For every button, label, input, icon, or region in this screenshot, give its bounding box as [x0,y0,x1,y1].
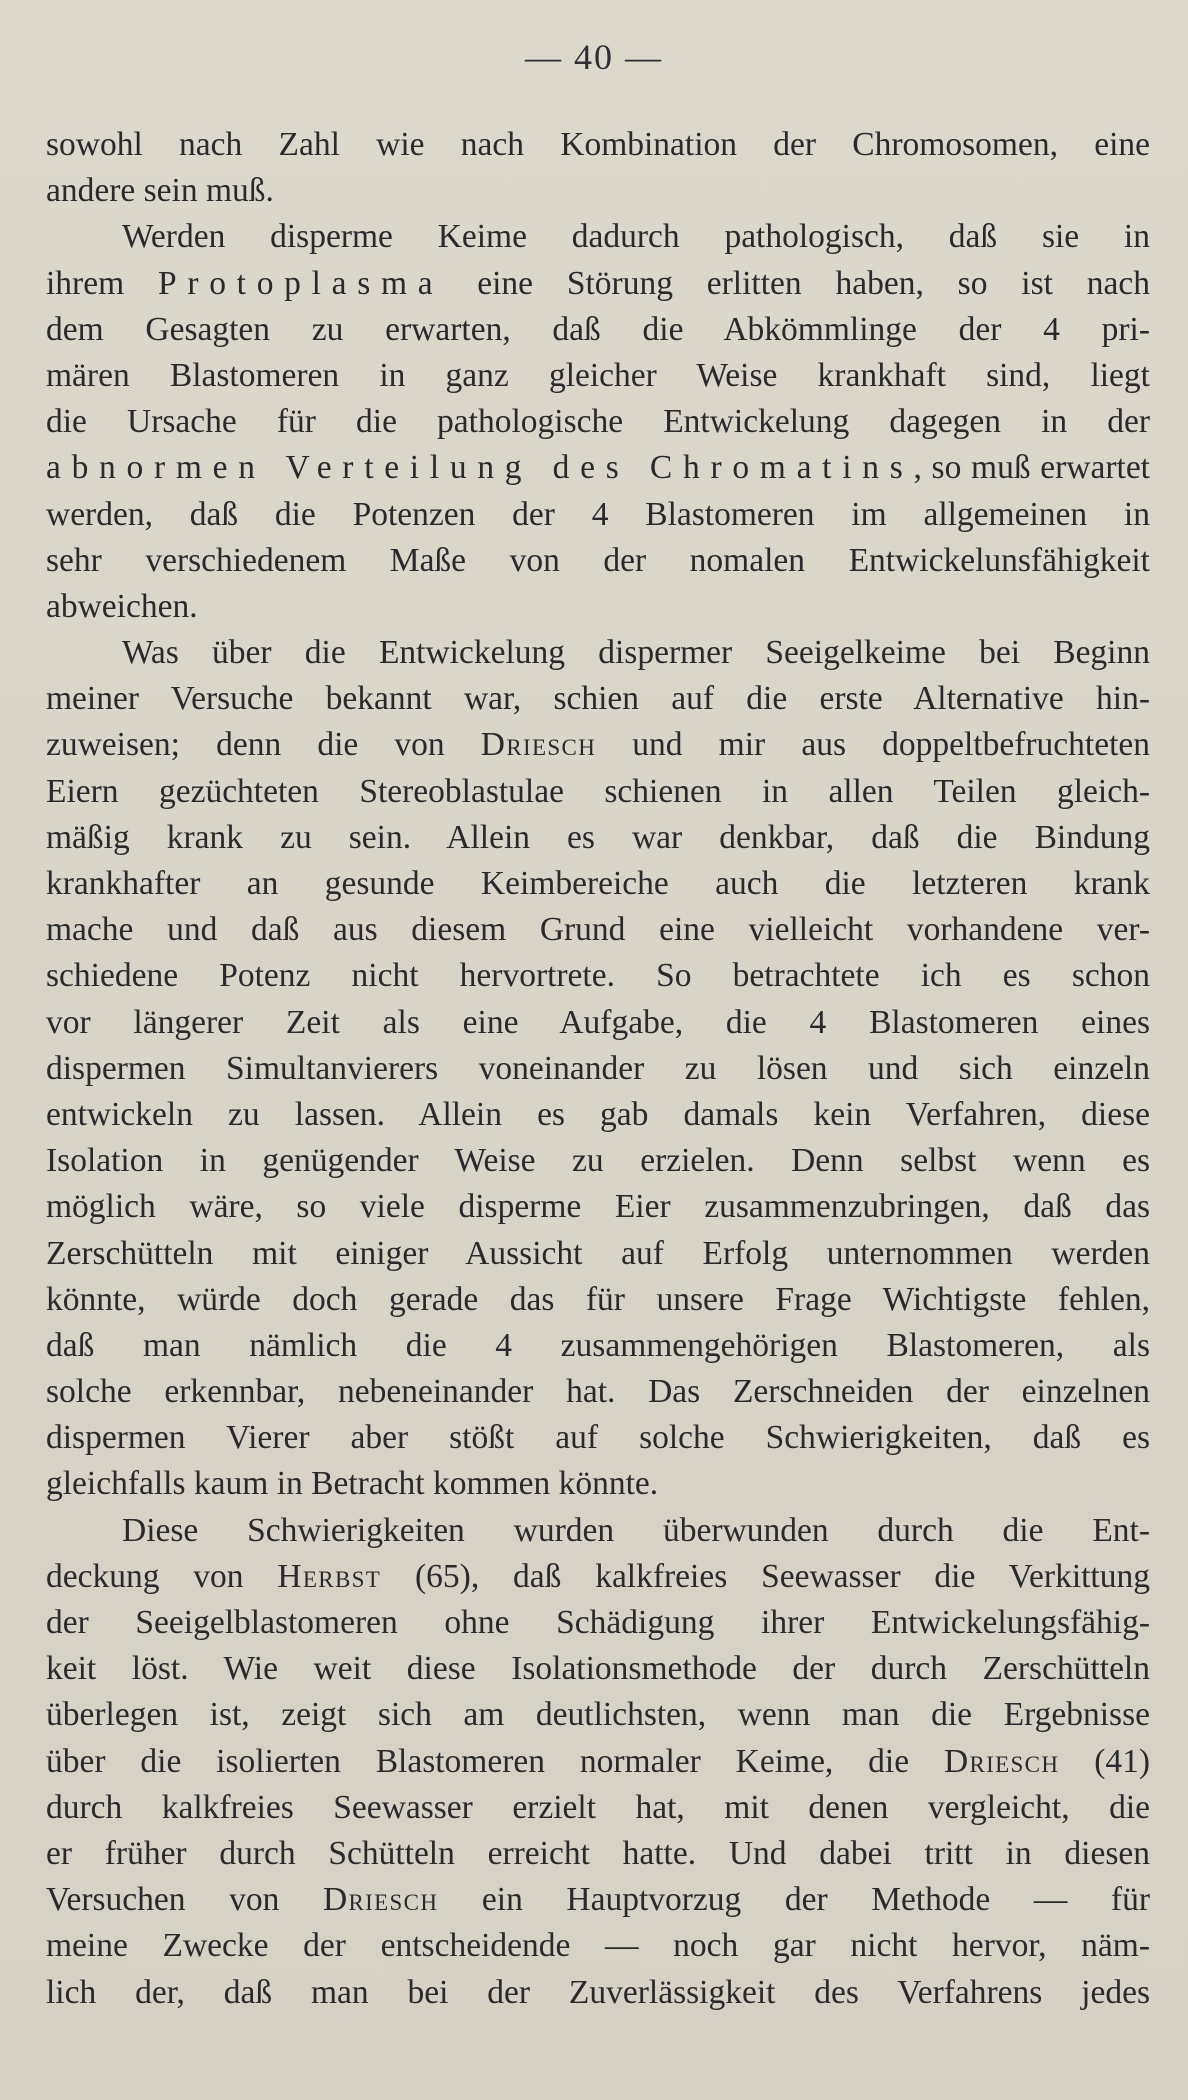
text-run: , so muß erwartet [913,449,1150,487]
text-line [46,445,1150,491]
text-line: meiner Versuche bekannt war, schien auf die erste Alternative hin- [46,680,1150,718]
text-line: Werden disperme Keime dadurch pathologisch, daß sie in [122,218,1150,256]
text-line: er früher durch Schütteln erreicht hatte. Und dabei tritt in diesen [46,1834,1150,1872]
text-run: (65), daß kalkfreies Seewasser die Verkittung [381,1557,1150,1595]
emphasized-term: abnormen Verteilung des Chromatins [46,449,914,487]
text-line [46,1877,1150,1923]
text-line: mären Blastomeren in ganz gleicher Weise krankhaft sind, liegt [46,356,1150,394]
text-line: Zerschütteln mit einiger Aussicht auf Erfolg unternommen werden [46,1234,1150,1272]
text-line: mäßig krank zu sein. Allein es war denkbar, daß die Bindung [46,818,1150,856]
text-line: gleichfalls kaum in Betracht kommen könnte. [46,1465,659,1503]
text-line: der Seeigelblastomeren ohne Schädigung ihrer Entwickelungsfähig- [46,1604,1150,1641]
text-line: schiedene Potenz nicht hervortrete. So betrachtete ich es schon [46,957,1150,995]
text-line [46,261,1150,307]
text-line: überlegen ist, zeigt sich am deutlichsten, wenn man die Ergebnisse [46,1696,1150,1734]
emphasized-term: Protoplasma [157,264,444,302]
text-run: und mir aus doppeltbefruchteten [596,726,1150,764]
text-line: Isolation in genügender Weise zu erzielen. Denn selbst wenn es [46,1142,1150,1180]
text-line: entwickeln zu lassen. Allein es gab damals kein Verfahren, diese [46,1095,1150,1133]
text-line: könnte, würde doch gerade das für unsere Frage Wichtigste fehlen, [46,1280,1150,1318]
text-run: zuweisen; denn die von [46,726,481,764]
text-line: andere sein muß. [46,172,274,210]
author-name: Driesch [943,1742,1060,1780]
author-name: Driesch [480,726,597,764]
text-line [46,1554,1150,1600]
text-line: dispermen Vierer aber stößt auf solche Schwierigkeiten, daß es [46,1419,1150,1457]
text-line: vor längerer Zeit als eine Aufgabe, die 4 Blastomeren eines [46,1003,1150,1041]
text-line: möglich wäre, so viele disperme Eier zusammenzubringen, daß das [46,1188,1150,1226]
text-run: Versuchen von [46,1881,323,1919]
text-line: Eiern gezüchteten Stereoblastulae schienen in allen Teilen gleich- [46,772,1150,810]
text-line: sowohl nach Zahl wie nach Kombination der Chromosomen, eine [46,126,1150,163]
text-line: abweichen. [46,587,198,625]
text-line: Diese Schwierigkeiten wurden überwunden durch die Ent- [122,1511,1150,1549]
text-line: meine Zwecke der entscheidende — noch gar nicht hervor, näm- [46,1927,1150,1965]
text-line: lich der, daß man bei der Zuverlässigkeit des Verfahrens jedes [46,1973,1150,2011]
text-line: dispermen Simultanvierers voneinander zu lösen und sich einzeln [46,1049,1150,1087]
author-name: Driesch [322,1881,439,1919]
body-text [46,122,1150,2016]
text-line [46,722,1150,768]
text-line: solche erkennbar, nebeneinander hat. Das Zerschneiden der einzelnen [46,1373,1150,1411]
text-run: (41) [1059,1742,1150,1780]
text-run: deckung von [46,1557,278,1595]
text-line [46,1739,1150,1785]
text-run: eine Störung erlitten haben, so ist nach [443,264,1150,302]
text-line: mache und daß aus diesem Grund eine vielleicht vorhandene ver- [46,911,1150,949]
author-name: Herbst [277,1557,382,1595]
page-number: — 40 — [525,37,663,77]
text-line: werden, daß die Potenzen der 4 Blastomeren im allgemeinen in [46,495,1150,533]
text-line: dem Gesagten zu erwarten, daß die Abkömmlinge der 4 pri- [46,310,1150,348]
text-line: krankhafter an gesunde Keimbereiche auch die letzteren krank [46,865,1150,902]
text-run: über die isolierten Blastomeren normaler Keime, die [46,1742,944,1780]
text-line: Was über die Entwickelung dispermer Seeigelkeime bei Beginn [122,634,1150,672]
text-run: ihrem [46,264,158,302]
text-line: die Ursache für die pathologische Entwickelung dagegen in der [46,403,1150,441]
text-line: keit löst. Wie weit diese Isolationsmethode der durch Zerschütteln [46,1650,1150,1688]
text-line: daß man nämlich die 4 zusammengehörigen Blastomeren, als [46,1326,1150,1364]
text-run: ein Hauptvorzug der Methode — für [438,1881,1150,1919]
text-line: sehr verschiedenem Maße von der nomalen Entwickelunsfähigkeit [46,541,1150,579]
text-line: durch kalkfreies Seewasser erzielt hat, mit denen vergleicht, die [46,1788,1150,1826]
